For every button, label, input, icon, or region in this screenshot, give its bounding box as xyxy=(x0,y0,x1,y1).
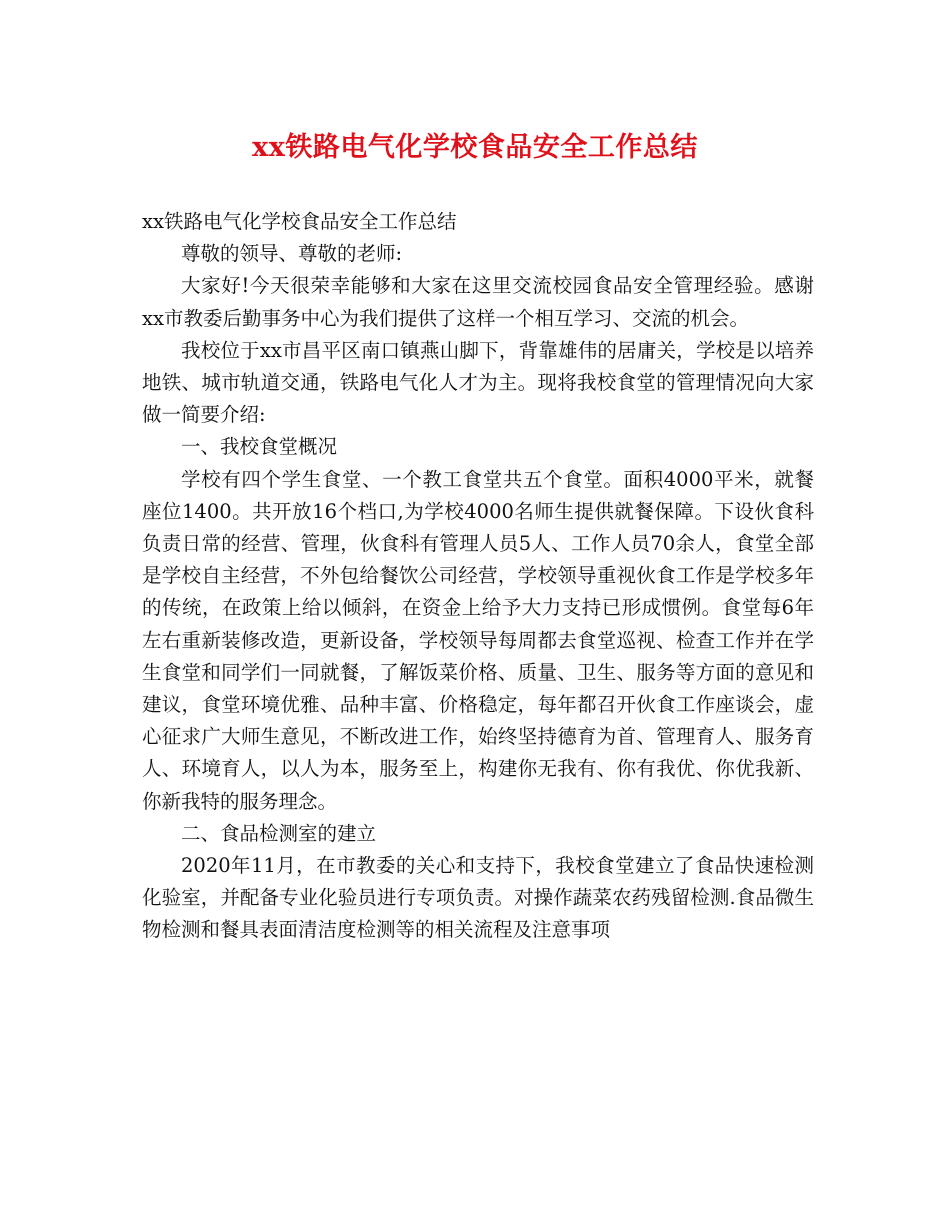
document-title: xx铁路电气化学校食品安全工作总结 xyxy=(252,132,698,163)
paragraph-school-intro: 我校位于xx市昌平区南口镇燕山脚下，背靠雄伟的居庸关，学校是以培养地铁、城市轨道交通，铁路电气化人才为主。现将我校食堂的管理情况向大家做一简要介绍: xyxy=(142,338,814,427)
paragraph-salutation: 尊敬的领导、尊敬的老师: xyxy=(181,242,403,266)
paragraph-canteen-overview: 学校有四个学生食堂、一个教工食堂共五个食堂。面积4000平米，就餐座位1400。共开放16个档口,为学校4000名师生提供就餐保障。下设伙食科负责日常的经营、管理，伙食科有管理人员5人、工作人员70余人，食堂全部是学校自主经营，不外包给餐饮公司经营，学校领导重视伙食工作是学校多年的传统，在政策上给以倾斜，在资金上给予大力支持已形成惯例。食堂每6年左右重新装修改造，更新设备，学校领导每周都去食堂巡视、检查工作并在学生食堂和同学们一同就餐，了解饭菜价格、质量、卫生、服务等方面的意见和建议，食堂环境优雅、品种丰富、价格稳定，每年都召开伙食工作座谈会，虚心征求广大师生意见，不断改进工作，始终坚持德育为首、管理育人、服务育人、环境育人，以人为本，服务至上，构建你无我有、你有我优、你优我新、你新我特的服务理念。 xyxy=(142,467,814,813)
section-heading-2: 二、食品检测室的建立 xyxy=(181,821,377,845)
paragraph-subtitle: xx铁路电气化学校食品安全工作总结 xyxy=(142,210,457,233)
section-heading-1: 一、我校食堂概况 xyxy=(181,435,338,459)
paragraph-lab-setup: 2020年11月，在市教委的关心和支持下，我校食堂建立了食品快速检测化验室，并配备专业化验员进行专项负责。对操作蔬菜农药残留检测.食品微生物检测和餐具表面清洁度检测等的相关流程及注意事项 xyxy=(142,854,814,942)
paragraph-greeting: 大家好!今天很荣幸能够和大家在这里交流校园食品安全管理经验。感谢xx市教委后勤事务中心为我们提供了这样一个相互学习、交流的机会。 xyxy=(142,274,814,330)
document-body xyxy=(142,206,814,947)
